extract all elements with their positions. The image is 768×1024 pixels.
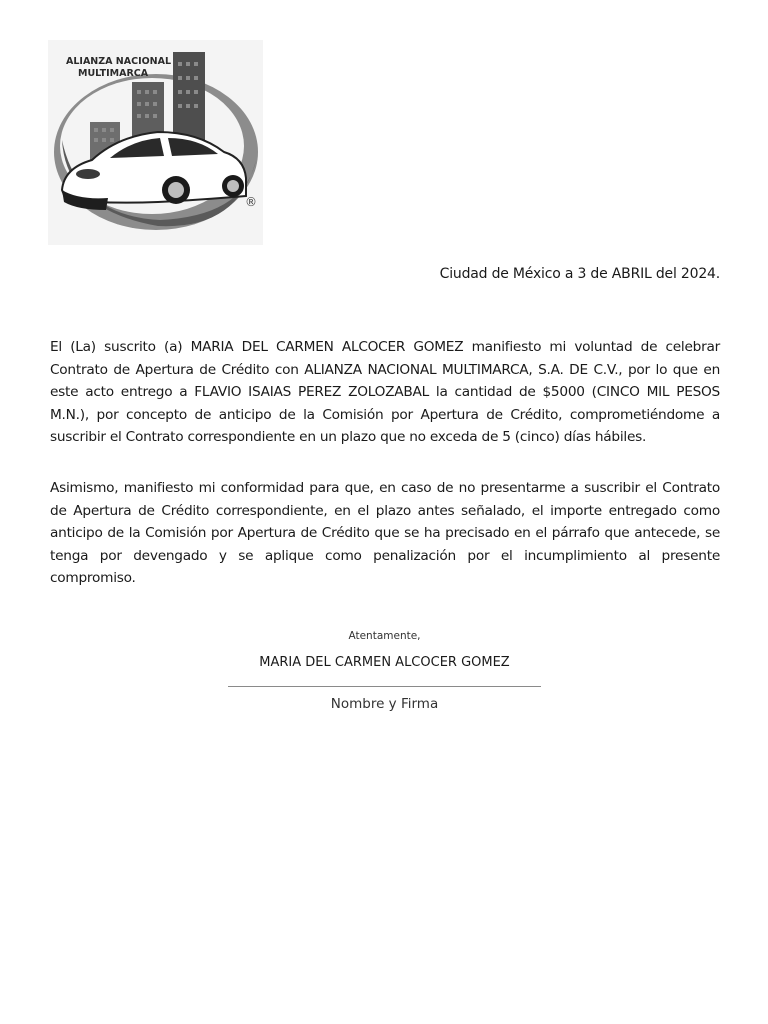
signature-label: Nombre y Firma: [330, 696, 439, 712]
signer-name: MARIA DEL CARMEN ALCOCER GOMEZ: [259, 655, 510, 670]
registered-mark-icon: ®: [245, 195, 257, 209]
paragraph-penalty: Asimismo, manifiesto mi conformidad para que, en caso de no presentarme a suscribir el Contrato de Apertura de Crédito correspondiente, en el plazo antes señalado, el importe entregado como anticipo de la Comisión por Apertura de Crédito que se ha precisado en el párrafo que antecede, se tenga por devengado y se aplique como penalización por el incumplimiento al presente compromiso.: [50, 480, 720, 587]
logo-text-line1: ALIANZA NACIONAL: [66, 56, 172, 67]
paragraph-commitment: El (La) suscrito (a) MARIA DEL CARMEN ALCOCER GOMEZ manifiesto mi voluntad de celebrar Contrato de Apertura de Crédito con ALIANZA NACIONAL MULTIMARCA, S.A. DE C.V., por lo que en este acto entrego a FLAVIO ISAIAS PEREZ ZOLOZABAL la cantidad de $5000 (CINCO MIL PESOS M.N.), por concepto de anticipo de la Comisión por Apertura de Crédito, comprometiéndome a suscribir el Contrato correspondiente en un plazo que no exceda de 5 (cinco) días hábiles.: [50, 339, 720, 446]
car-buildings-logo-icon: [48, 40, 263, 245]
date-line: Ciudad de México a 3 de ABRIL del 2024.: [439, 266, 720, 282]
signature-line: [228, 686, 541, 687]
logo-text-line2: MULTIMARCA: [78, 68, 149, 79]
company-logo: [48, 40, 263, 245]
closing-salutation: Atentamente,: [348, 630, 421, 642]
